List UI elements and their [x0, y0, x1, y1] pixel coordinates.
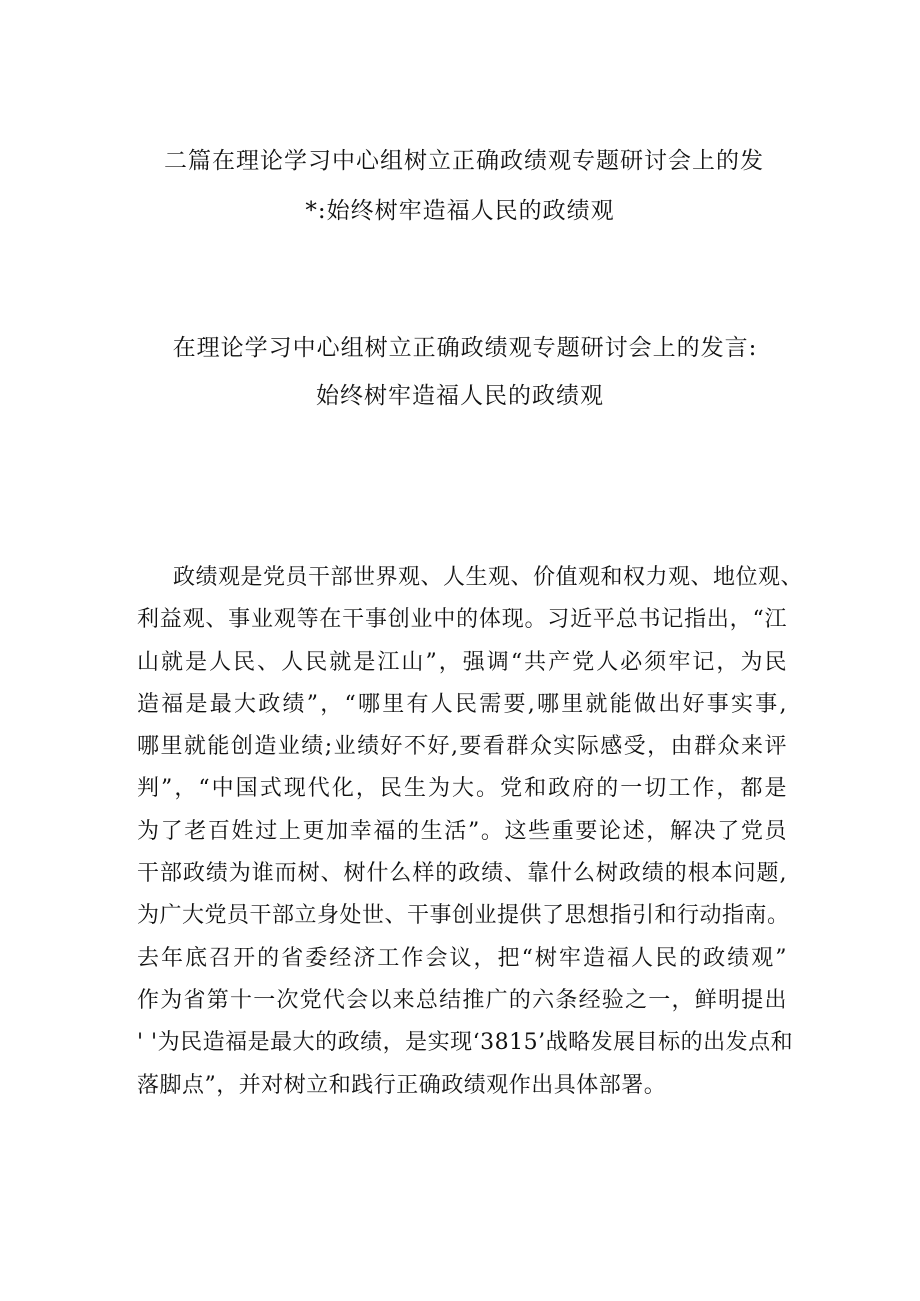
paragraph-line: ' '为民造福是最大的政绩，是实现‘3815’战略发展目标的出发点和: [137, 1030, 794, 1056]
title-secondary-line-1: 在理论学习中心组树立正确政绩观专题研讨会上的发言:: [172, 335, 758, 361]
title-secondary-line-2: 始终树牢造福人民的政绩观: [316, 383, 604, 409]
document-title-primary: [0, 146, 920, 246]
paragraph-line: 落脚点”，并对树立和践行正确政绩观作出具体部署。: [137, 1072, 667, 1098]
title-primary-line-2: *:始终树牢造福人民的政绩观: [305, 198, 615, 224]
paragraph-line: 哪里就能创造业绩;业绩好不好,要看群众实际感受，由群众来评: [137, 734, 787, 760]
paragraph-line: 利益观、事业观等在干事创业中的体现。习近平总书记指出，“江: [137, 607, 787, 633]
paragraph-line: 为广大党员干部立身处世、干事创业提供了思想指引和行动指南。: [137, 903, 790, 929]
paragraph-line: 造福是最大政绩”，“哪里有人民需要,哪里就能做出好事实事,: [137, 691, 787, 717]
paragraph-line: 干部政绩为谁而树、树什么样的政绩、靠什么树政绩的根本问题,: [137, 861, 787, 887]
paragraph-line: 作为省第十一次党代会以来总结推广的六条经验之一，鲜明提出: [137, 987, 787, 1013]
paragraph-line: 为了老百姓过上更加幸福的生活”。这些重要论述，解决了党员: [137, 818, 787, 844]
paragraph-line: 政绩观是党员干部世界观、人生观、价值观和权力观、地位观、: [173, 565, 804, 590]
paragraph-line: 判”，“中国式现代化，民生为大。党和政府的一切工作，都是: [137, 776, 787, 802]
body-paragraph: [137, 557, 804, 1107]
paragraph-line: 山就是人民、人民就是江山”，强调“共产党人必须牢记，为民: [137, 649, 787, 675]
title-primary-line-1: 二篇在理论学习中心组树立正确政绩观专题研讨会上的发: [164, 148, 764, 174]
paragraph-line: 去年底召开的省委经济工作会议，把“树牢造福人民的政绩观”: [137, 945, 787, 971]
document-title-secondary: [0, 333, 920, 429]
